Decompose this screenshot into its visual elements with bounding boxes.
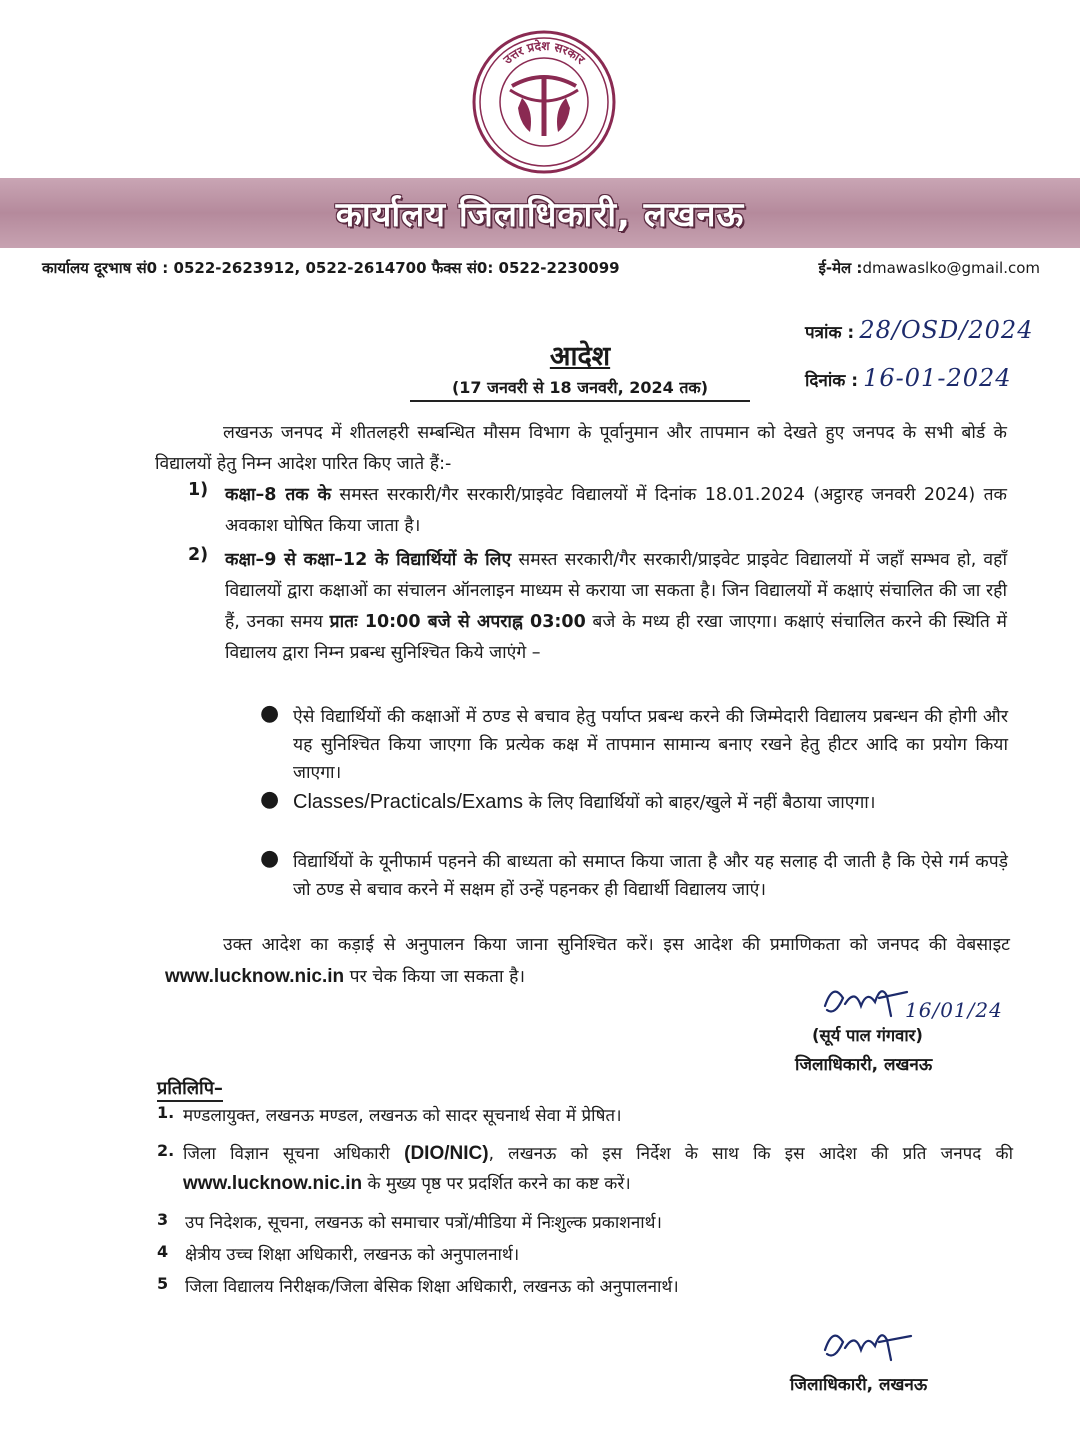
emblem-text: उत्तर प्रदेश सरकार bbox=[500, 38, 588, 67]
copy-number: 4 bbox=[157, 1242, 169, 1261]
signature-icon bbox=[815, 1318, 945, 1370]
bullet2-text: के लिए विद्यार्थियों को बाहर/खुले में नहीं बैठाया जाएगा। bbox=[523, 793, 876, 813]
order-item-2 bbox=[225, 545, 1007, 669]
order-subtitle: (17 जनवरी से 18 जनवरी, 2024 तक) bbox=[410, 376, 750, 402]
copy-number: 5 bbox=[157, 1274, 169, 1293]
copy2-text-c: के मुख्य पृष्ठ पर प्रदर्शित करने का कष्ट करें। bbox=[362, 1174, 631, 1194]
website-link[interactable]: www.lucknow.nic.in bbox=[165, 966, 345, 987]
bullet-item-2 bbox=[293, 788, 1008, 817]
item1-bold: कक्षा–8 तक के bbox=[225, 485, 332, 505]
up-government-emblem bbox=[470, 28, 618, 176]
bullet-icon: ● bbox=[260, 787, 280, 812]
bullet-icon: ● bbox=[260, 846, 280, 871]
copy-number: 1. bbox=[157, 1103, 175, 1122]
copy-number: 2. bbox=[157, 1141, 175, 1160]
order-intro: लखनऊ जनपद में शीतलहरी सम्बन्धित मौसम विभाग के पूर्वानुमान और तापमान को देखते हुए जनपद के सभी बोर्ड के विद्यालयों हेतु निम्न आदेश पारित किए जाते हैं:- bbox=[155, 423, 1007, 474]
officer-title: जिलाधिकारी, लखनऊ bbox=[790, 1375, 928, 1395]
office-contact-phone: कार्यालय दूरभाष सं0 : 0522-2623912, 0522-2614700 फैक्स सं0: 0522-2230099 bbox=[42, 259, 620, 277]
item2-text-b: बजे के मध्य ही रखा जाएगा। कक्षाएं संचालित करने की स्थिति में विद्यालय द्वारा निम्न प्रबन्ध सुनिश्चित किये जाएंगे – bbox=[225, 612, 1007, 663]
copy-number: 3 bbox=[157, 1210, 169, 1229]
copy2-dio: (DIO/NIC) bbox=[404, 1143, 489, 1164]
letter-date-label: दिनांक : bbox=[805, 371, 859, 391]
letter-date-value: 16-01-2024 bbox=[863, 364, 1012, 392]
item2-text-a: समस्त सरकारी/गैर सरकारी/प्राइवेट प्राइवेट विद्यालयों में जहाँ सम्भव हो, वहाँ विद्यालयों द्वारा कक्षाओं का संचालन ऑनलाइन माध्यम से कराया जा सकता है। जिन विद्यालयों में कक्षाएं संचालित की जा रही हैं, उनका समय bbox=[225, 550, 1007, 632]
item2-timing: प्रातः 10:00 बजे से अपराह्न 03:00 bbox=[329, 612, 586, 632]
email-value: dmawaslko@gmail.com bbox=[862, 259, 1040, 277]
order-title: आदेश bbox=[549, 341, 611, 372]
letter-number-value: 28/OSD/2024 bbox=[859, 316, 1034, 344]
officer-name: (सूर्य पाल गंगवार) bbox=[812, 1026, 923, 1045]
copy-item-1: मण्डलायुक्त, लखनऊ मण्डल, लखनऊ को सादर सूचनार्थ सेवा में प्रेषित। bbox=[183, 1106, 622, 1126]
bullet-item-1: ऐसे विद्यार्थियों की कक्षाओं में ठण्ड से बचाव हेतु पर्याप्त प्रबन्ध करने की जिम्मेदारी विद्यालय प्रबन्धन की होगी और यह सुनिश्चित किया जाएगा कि प्रत्येक कक्ष में तापमान सामान्य बनाए रखने हेतु हीटर आदि का प्रयोग किया जाएगा। bbox=[293, 707, 1008, 783]
office-contact-email bbox=[818, 258, 1040, 278]
copy2-text-b: , लखनऊ को इस निर्देश के साथ कि इस आदेश की प्रति जनपद की bbox=[488, 1144, 1013, 1164]
closing-text-a: उक्त आदेश का कड़ाई से अनुपालन किया जाना सुनिश्चित करें। इस आदेश की प्रमाणिकता को जनपद की वेबसाइट bbox=[223, 935, 1010, 955]
website-link[interactable]: www.lucknow.nic.in bbox=[183, 1173, 363, 1194]
item1-text: समस्त सरकारी/गैर सरकारी/प्राइवेट विद्यालयों में दिनांक 18.01.2024 (अट्ठारह जनवरी 2024) तक अवकाश घोषित किया जाता है। bbox=[225, 485, 1007, 536]
order-item-number: 1) bbox=[188, 480, 209, 500]
letter-number-row bbox=[805, 316, 1033, 344]
office-title: कार्यालय जिलाधिकारी, लखनऊ bbox=[335, 195, 745, 235]
email-label: ई-मेल : bbox=[818, 259, 863, 277]
copy-item-5: जिला विद्यालय निरीक्षक/जिला बेसिक शिक्षा अधिकारी, लखनऊ को अनुपालनार्थ। bbox=[185, 1277, 679, 1297]
order-item-1 bbox=[225, 480, 1007, 542]
letter-number-label: पत्रांक : bbox=[805, 323, 855, 343]
letter-date-row bbox=[805, 364, 1012, 392]
bullet-item-3: विद्यार्थियों के यूनीफार्म पहनने की बाध्यता को समाप्त किया जाता है और यह सलाह दी जाती है कि ऐसे गर्म कपड़े जो ठण्ड से बचाव करने में सक्षम हों उन्हें पहनकर ही विद्यार्थी विद्यालय जाएं। bbox=[293, 852, 1008, 900]
closing-text-b: पर चेक किया जा सकता है। bbox=[344, 967, 526, 987]
copy-item-3: उप निदेशक, सूचना, लखनऊ को समाचार पत्रों/मीडिया में निःशुल्क प्रकाशनार्थ। bbox=[185, 1213, 662, 1233]
officer-title: जिलाधिकारी, लखनऊ bbox=[795, 1055, 933, 1075]
copy-heading: प्रतिलिपि– bbox=[157, 1076, 223, 1102]
bullet-icon: ● bbox=[260, 701, 280, 726]
copy2-text-a: जिला विज्ञान सूचना अधिकारी bbox=[183, 1144, 405, 1164]
bullet2-latin: Classes/Practicals/Exams bbox=[293, 791, 524, 813]
signature-date: 16/01/24 bbox=[905, 998, 1003, 1022]
copy-item-2 bbox=[183, 1139, 1013, 1199]
order-item-number: 2) bbox=[188, 545, 209, 565]
svg-text:उत्तर प्रदेश सरकार bbox=[500, 39, 588, 68]
copy-item-4: क्षेत्रीय उच्च शिक्षा अधिकारी, लखनऊ को अनुपालनार्थ। bbox=[185, 1245, 520, 1265]
office-banner bbox=[0, 178, 1080, 248]
item2-bold: कक्षा–9 से कक्षा–12 के विद्यार्थियों के लिए bbox=[225, 550, 512, 570]
